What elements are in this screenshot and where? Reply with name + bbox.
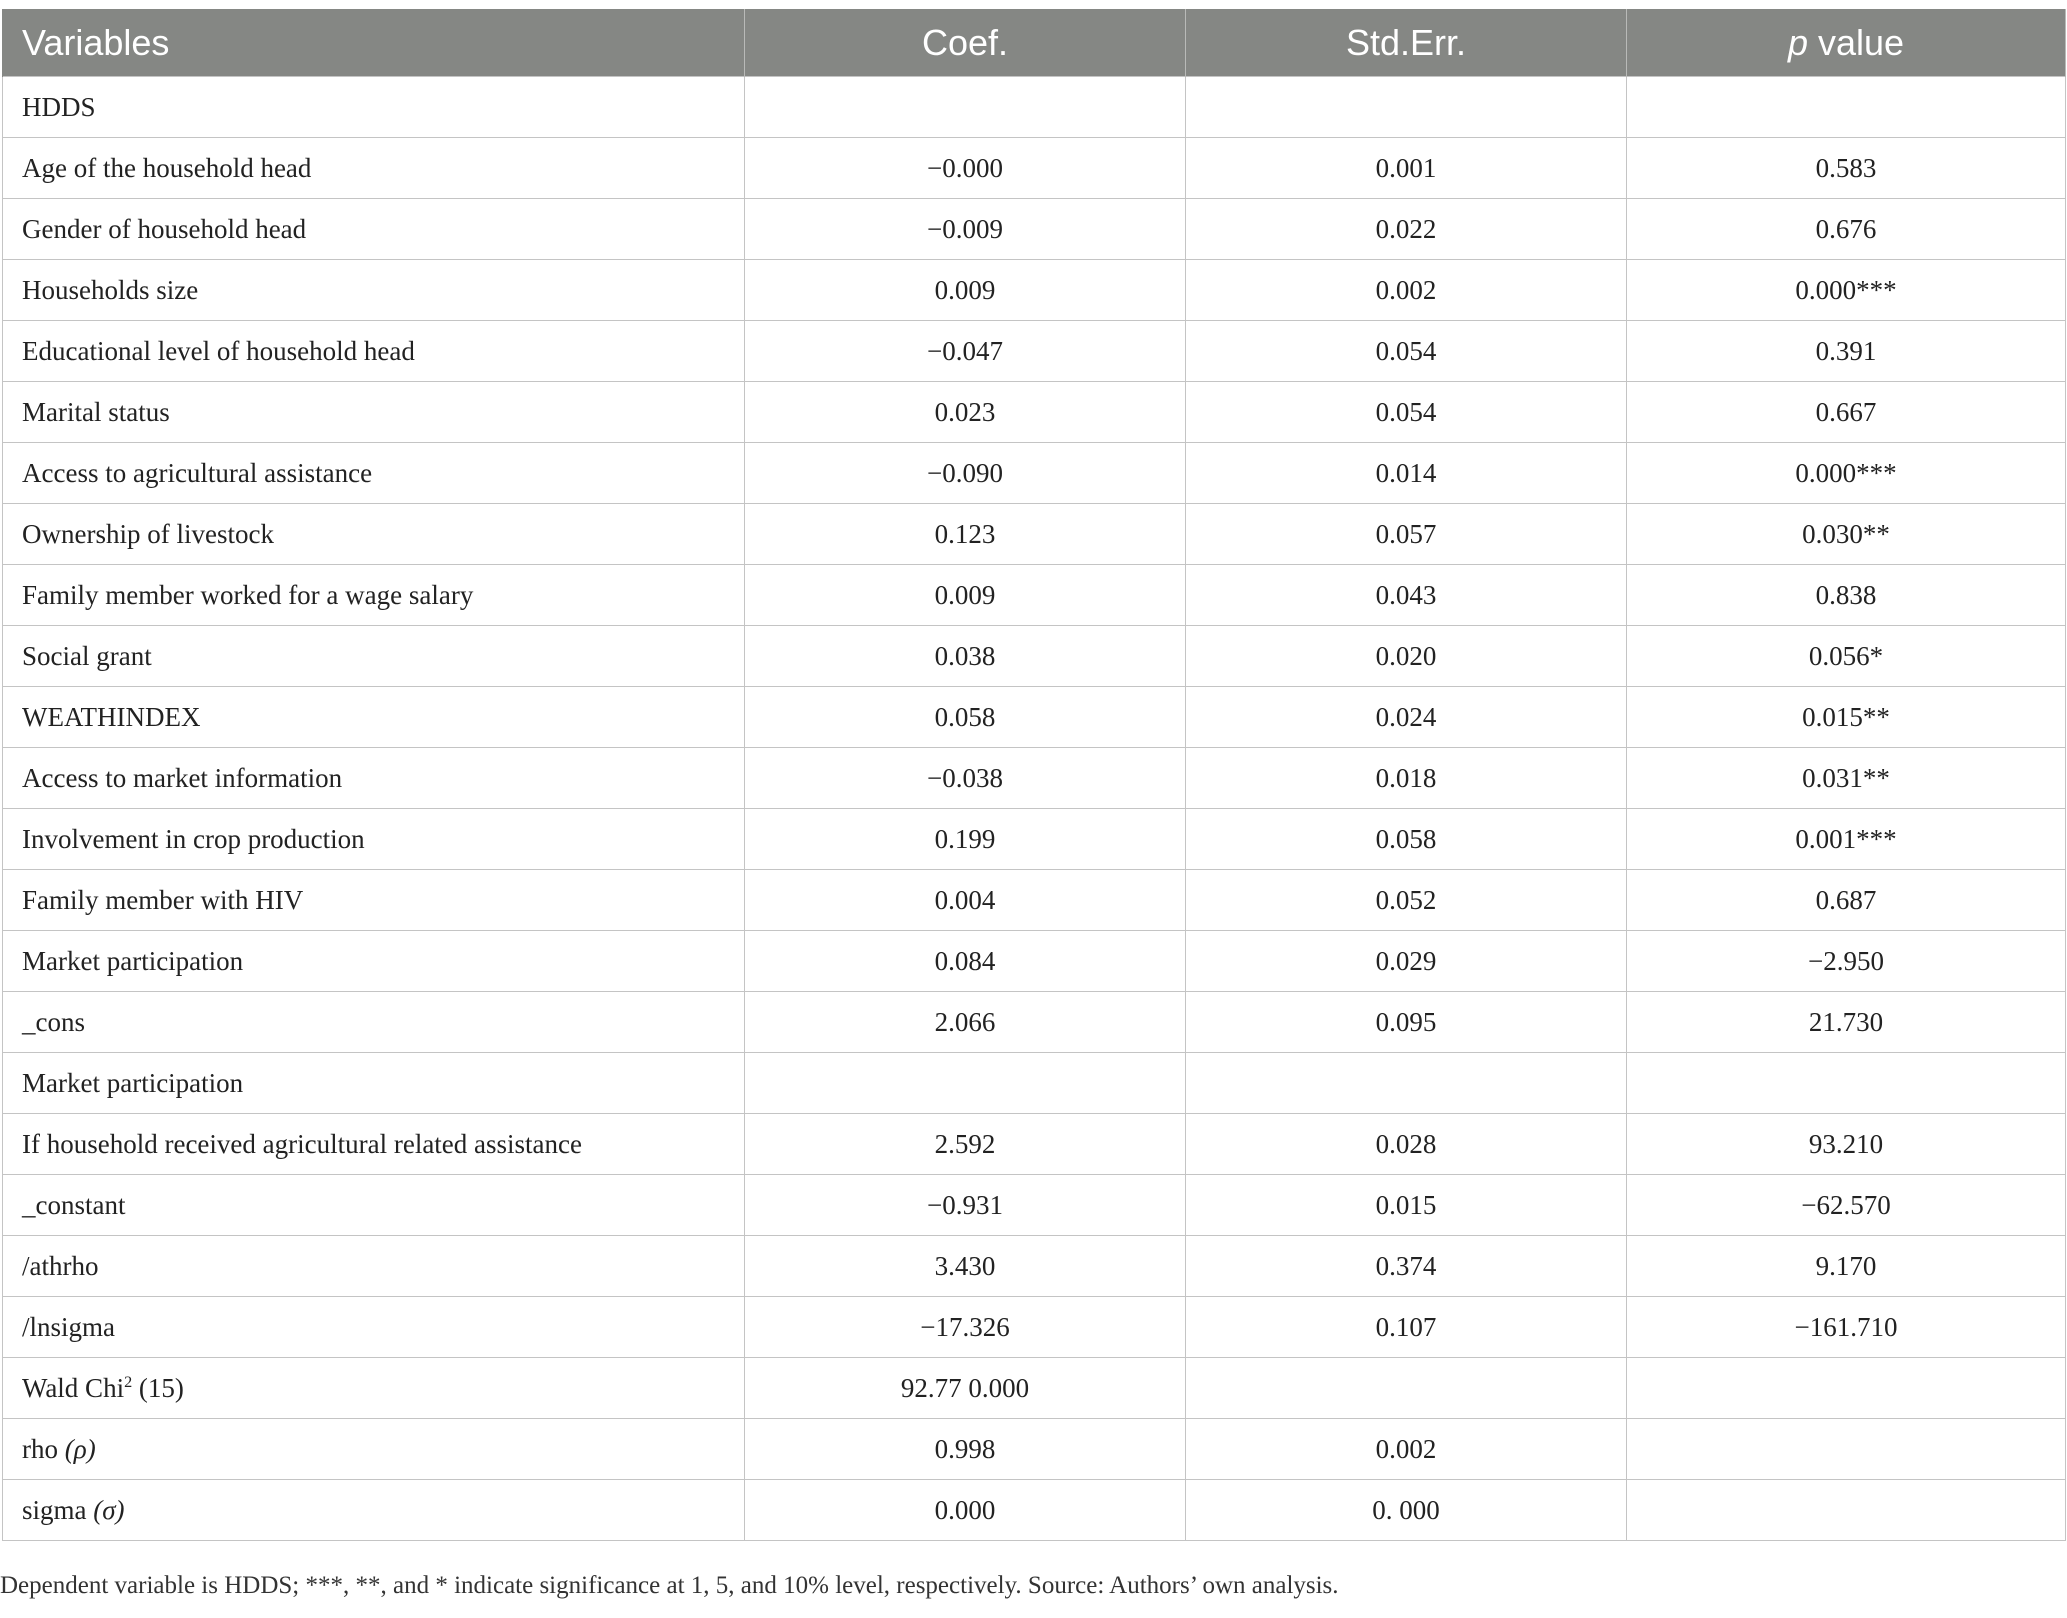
cell-coef: 0.009 [745, 260, 1186, 321]
table-row [3, 321, 2066, 382]
table-row-rho [3, 1419, 2066, 1480]
table-row [3, 138, 2066, 199]
header-stderr: Std.Err. [1186, 9, 1627, 77]
cell-coef: 0.058 [745, 687, 1186, 748]
cell-p-value: 0.001*** [1627, 809, 2066, 870]
cell-coef [745, 1053, 1186, 1114]
cell-variable: Access to agricultural assistance [3, 443, 745, 504]
cell-variable [3, 1480, 745, 1541]
cell-p-value: −161.710 [1627, 1297, 2066, 1358]
cell-stderr: 0.001 [1186, 138, 1627, 199]
cell-p-value: 0.838 [1627, 565, 2066, 626]
table-row [3, 504, 2066, 565]
cell-stderr: 0.028 [1186, 1114, 1627, 1175]
cell-coef: 92.77 0.000 [745, 1358, 1186, 1419]
cell-coef: −0.047 [745, 321, 1186, 382]
table-row [3, 443, 2066, 504]
table-row [3, 565, 2066, 626]
cell-variable: WEATHINDEX [3, 687, 745, 748]
cell-variable: /lnsigma [3, 1297, 745, 1358]
cell-p-value: 0.000*** [1627, 443, 2066, 504]
table-row [3, 687, 2066, 748]
sigma-label: sigma [22, 1494, 94, 1525]
cell-variable: Family member with HIV [3, 870, 745, 931]
cell-variable: HDDS [3, 77, 745, 138]
cell-p-value: 0.000*** [1627, 260, 2066, 321]
cell-coef: 2.592 [745, 1114, 1186, 1175]
header-row [3, 9, 2066, 77]
cell-p-value [1627, 77, 2066, 138]
wald-superscript: 2 [124, 1372, 133, 1391]
table-row [3, 809, 2066, 870]
cell-variable: Family member worked for a wage salary [3, 565, 745, 626]
table-footnote: Dependent variable is HDDS; ***, **, and * indicate significance at 1, 5, and 10% level, respectively. Source: Authors’ own analysis. [0, 1572, 1339, 1599]
cell-stderr: 0.018 [1186, 748, 1627, 809]
cell-coef: 0.199 [745, 809, 1186, 870]
table-row [3, 992, 2066, 1053]
cell-stderr: 0.043 [1186, 565, 1627, 626]
cell-p-value: 93.210 [1627, 1114, 2066, 1175]
table-row [3, 626, 2066, 687]
header-p-label: value [1807, 21, 1905, 63]
cell-variable: Age of the household head [3, 138, 745, 199]
cell-stderr: 0.024 [1186, 687, 1627, 748]
cell-variable: If household received agricultural related assistance [3, 1114, 745, 1175]
table-body [3, 77, 2066, 1541]
cell-variable: _constant [3, 1175, 745, 1236]
cell-stderr: 0.095 [1186, 992, 1627, 1053]
cell-coef: 3.430 [745, 1236, 1186, 1297]
cell-coef: 0.038 [745, 626, 1186, 687]
cell-variable [3, 1419, 745, 1480]
wald-df: (15) [132, 1372, 184, 1403]
cell-p-value: 0.015** [1627, 687, 2066, 748]
cell-coef: 0.123 [745, 504, 1186, 565]
table-row [3, 1236, 2066, 1297]
table-row [3, 260, 2066, 321]
cell-p-value: −2.950 [1627, 931, 2066, 992]
cell-stderr: 0.014 [1186, 443, 1627, 504]
cell-p-value [1627, 1358, 2066, 1419]
cell-coef: −0.090 [745, 443, 1186, 504]
cell-coef: 2.066 [745, 992, 1186, 1053]
cell-p-value: 0.030** [1627, 504, 2066, 565]
cell-stderr: 0.058 [1186, 809, 1627, 870]
table-header [3, 9, 2066, 77]
cell-coef [745, 77, 1186, 138]
cell-coef: 0.084 [745, 931, 1186, 992]
cell-stderr [1186, 77, 1627, 138]
cell-coef: 0.009 [745, 565, 1186, 626]
cell-p-value: 0.031** [1627, 748, 2066, 809]
regression-table [2, 9, 2066, 1541]
cell-coef: 0.998 [745, 1419, 1186, 1480]
cell-stderr: 0.374 [1186, 1236, 1627, 1297]
table-row [3, 748, 2066, 809]
cell-stderr [1186, 1053, 1627, 1114]
regression-table-container [2, 9, 2065, 1541]
cell-p-value: 9.170 [1627, 1236, 2066, 1297]
table-row-sigma [3, 1480, 2066, 1541]
cell-stderr: 0.002 [1186, 260, 1627, 321]
cell-p-value: 21.730 [1627, 992, 2066, 1053]
cell-p-value: 0.676 [1627, 199, 2066, 260]
cell-coef: −0.000 [745, 138, 1186, 199]
cell-stderr: 0.020 [1186, 626, 1627, 687]
table-row [3, 870, 2066, 931]
table-row [3, 77, 2066, 138]
table-row [3, 199, 2066, 260]
cell-coef: −0.931 [745, 1175, 1186, 1236]
cell-stderr: 0.015 [1186, 1175, 1627, 1236]
cell-variable: Households size [3, 260, 745, 321]
cell-variable: Ownership of livestock [3, 504, 745, 565]
cell-p-value: 0.687 [1627, 870, 2066, 931]
table-row-wald [3, 1358, 2066, 1419]
cell-stderr: 0.054 [1186, 382, 1627, 443]
rho-label: rho [22, 1433, 65, 1464]
wald-label: Wald Chi [22, 1372, 125, 1403]
table-row [3, 931, 2066, 992]
table-row [3, 1114, 2066, 1175]
cell-p-value [1627, 1419, 2066, 1480]
cell-coef: −0.009 [745, 199, 1186, 260]
cell-stderr: 0.057 [1186, 504, 1627, 565]
cell-variable: Marital status [3, 382, 745, 443]
cell-stderr: 0.052 [1186, 870, 1627, 931]
cell-variable: _cons [3, 992, 745, 1053]
cell-variable: Educational level of household head [3, 321, 745, 382]
cell-coef: −17.326 [745, 1297, 1186, 1358]
cell-p-value [1627, 1053, 2066, 1114]
cell-coef: 0.023 [745, 382, 1186, 443]
cell-stderr: 0. 000 [1186, 1480, 1627, 1541]
cell-variable: /athrho [3, 1236, 745, 1297]
header-coef: Coef. [745, 9, 1186, 77]
cell-p-value: 0.667 [1627, 382, 2066, 443]
cell-coef: 0.000 [745, 1480, 1186, 1541]
cell-variable: Market participation [3, 931, 745, 992]
table-row [3, 1297, 2066, 1358]
cell-p-value: −62.570 [1627, 1175, 2066, 1236]
cell-p-value: 0.391 [1627, 321, 2066, 382]
cell-coef: −0.038 [745, 748, 1186, 809]
cell-stderr: 0.029 [1186, 931, 1627, 992]
header-p-value [1627, 9, 2066, 77]
cell-stderr: 0.054 [1186, 321, 1627, 382]
cell-stderr: 0.002 [1186, 1419, 1627, 1480]
cell-variable [3, 1358, 745, 1419]
table-row [3, 1053, 2066, 1114]
table-row [3, 382, 2066, 443]
cell-stderr [1186, 1358, 1627, 1419]
cell-coef: 0.004 [745, 870, 1186, 931]
header-p-symbol: p [1787, 21, 1808, 63]
cell-p-value [1627, 1480, 2066, 1541]
header-variables: Variables [3, 9, 745, 77]
cell-variable: Access to market information [3, 748, 745, 809]
cell-p-value: 0.583 [1627, 138, 2066, 199]
cell-stderr: 0.107 [1186, 1297, 1627, 1358]
cell-variable: Gender of household head [3, 199, 745, 260]
sigma-symbol: (σ) [93, 1494, 125, 1525]
cell-variable: Social grant [3, 626, 745, 687]
cell-stderr: 0.022 [1186, 199, 1627, 260]
cell-variable: Market participation [3, 1053, 745, 1114]
table-row [3, 1175, 2066, 1236]
rho-symbol: (ρ) [64, 1433, 96, 1464]
cell-variable: Involvement in crop production [3, 809, 745, 870]
cell-p-value: 0.056* [1627, 626, 2066, 687]
